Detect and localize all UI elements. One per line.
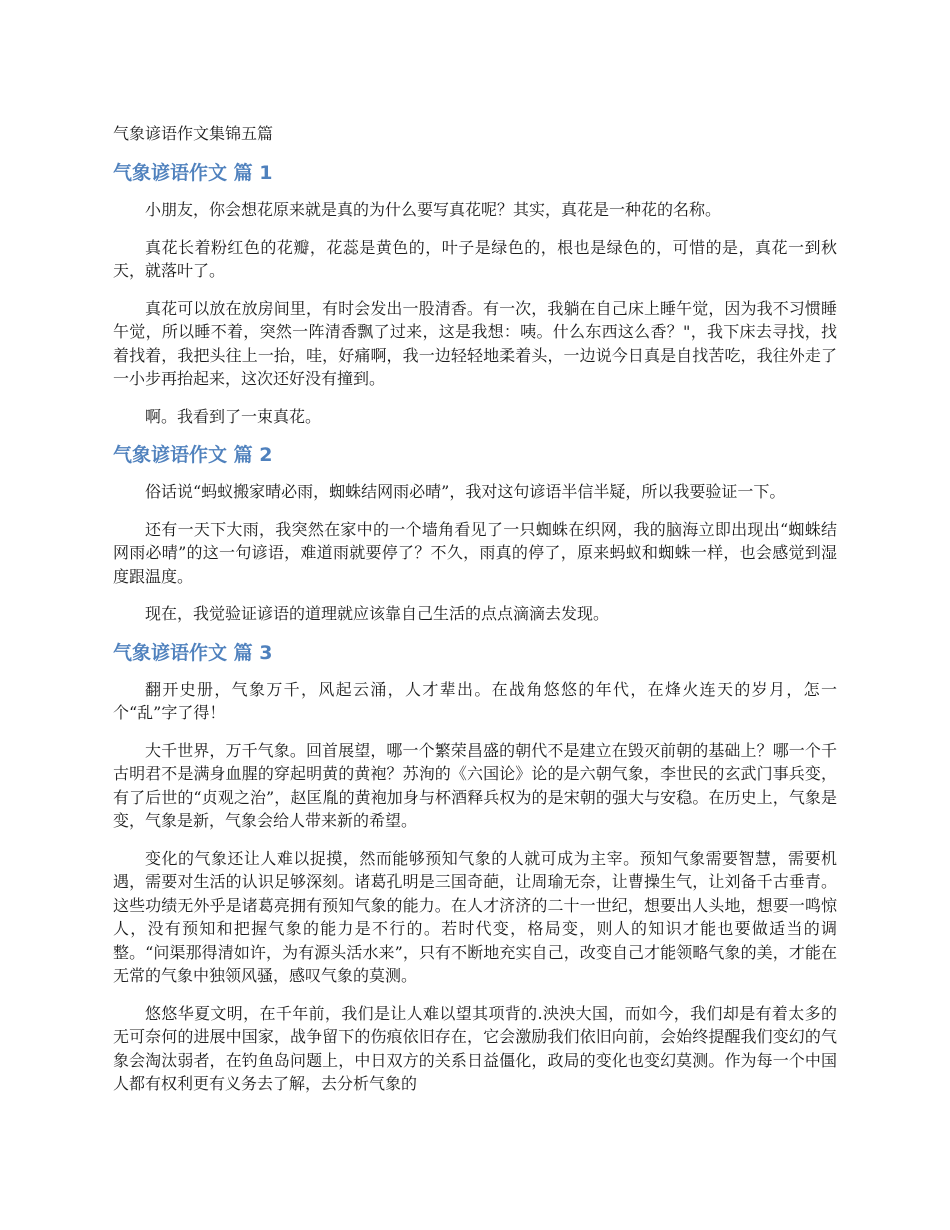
section-1 <box>113 160 837 428</box>
paragraph: 真花长着粉红色的花瓣，花蕊是黄色的，叶子是绿色的，根也是绿色的，可惜的是，真花一到秋天，就落叶了。 <box>113 237 837 280</box>
paragraph: 翻开史册，气象万千，风起云涌，人才辈出。在战角悠悠的年代，在烽火连天的岁月，怎一个“乱”字了得！ <box>113 679 837 722</box>
paragraph: 还有一天下大雨，我突然在家中的一个墙角看见了一只蜘蛛在织网，我的脑海立即出现出“蜘蛛结网雨必晴”的这一句谚语，难道雨就要停了？不久，雨真的停了，原来蚂蚁和蜘蛛一样，也会感觉到湿度跟温度。 <box>113 519 837 586</box>
section-3 <box>113 640 837 1096</box>
section-heading: 气象谚语作文 篇 3 <box>113 641 273 664</box>
document-page <box>113 122 837 1110</box>
document-title: 气象谚语作文集锦五篇 <box>113 124 274 143</box>
paragraph: 变化的气象还让人难以捉摸，然而能够预知气象的人就可成为主宰。预知气象需要智慧，需要机遇，需要对生活的认识足够深刻。诸葛孔明是三国奇葩，让周瑜无奈，让曹操生气，让刘备千古垂青。这些功绩无外乎是诸葛亮拥有预知气象的能力。在人才济济的二十一世纪，想要出人头地，想要一鸣惊人，没有预知和把握气象的能力是不行的。若时代变，格局变，则人的知识才能也要做适当的调整。“问渠那得清如许，为有源头活水来”，只有不断地充实自己，改变自己才能领略气象的美，才能在无常的气象中独领风骚，感叹气象的莫测。 <box>113 848 837 985</box>
paragraph: 真花可以放在放房间里，有时会发出一股清香。有一次，我躺在自己床上睡午觉，因为我不习惯睡午觉，所以睡不着，突然一阵清香飘了过来，这是我想：咦。什么东西这么香？"，我下床去寻找，找着找着，我把头往上一抬，哇，好痛啊，我一边轻轻地柔着头，一边说今日真是自找苦吃，我往外走了一小步再抬起来，这次还好没有撞到。 <box>113 298 837 388</box>
paragraph: 大千世界，万千气象。回首展望，哪一个繁荣昌盛的朝代不是建立在毁灭前朝的基础上？哪一个千古明君不是满身血腥的穿起明黄的黄袍？苏洵的《六国论》论的是六朝气象，李世民的玄武门事兵变，有了后世的“贞观之治”，赵匡胤的黄袍加身与杯酒释兵权为的是宋朝的强大与安稳。在历史上，气象是变，气象是新，气象会给人带来新的希望。 <box>113 740 837 830</box>
paragraph: 啊。我看到了一束真花。 <box>145 406 322 426</box>
section-heading: 气象谚语作文 篇 2 <box>113 444 273 466</box>
paragraph: 现在，我觉验证谚语的道理就应该靠自己生活的点点滴滴去发现。 <box>145 604 610 623</box>
paragraph: 悠悠华夏文明，在千年前，我们是让人难以望其项背的.泱泱大国，而如今，我们却是有着太多的无可奈何的进展中国家，战争留下的伤痕依旧存在，它会激励我们依旧向前，会始终提醒我们变幻的气象会淘汰弱者，在钓鱼岛问题上，中日双方的关系日益僵化，政局的变化也变幻莫测。作为每一个中国人都有权利更有义务去了解，去分析气象的 <box>113 1003 837 1093</box>
paragraph: 俗话说“蚂蚁搬家晴必雨，蜘蛛结网雨必晴”，我对这句谚语半信半疑，所以我要验证一下。 <box>145 482 786 501</box>
section-2 <box>113 442 837 626</box>
paragraph: 小朋友，你会想花原来就是真的为什么要写真花呢？其实，真花是一种花的名称。 <box>145 200 722 219</box>
section-heading: 气象谚语作文 篇 1 <box>113 162 273 184</box>
